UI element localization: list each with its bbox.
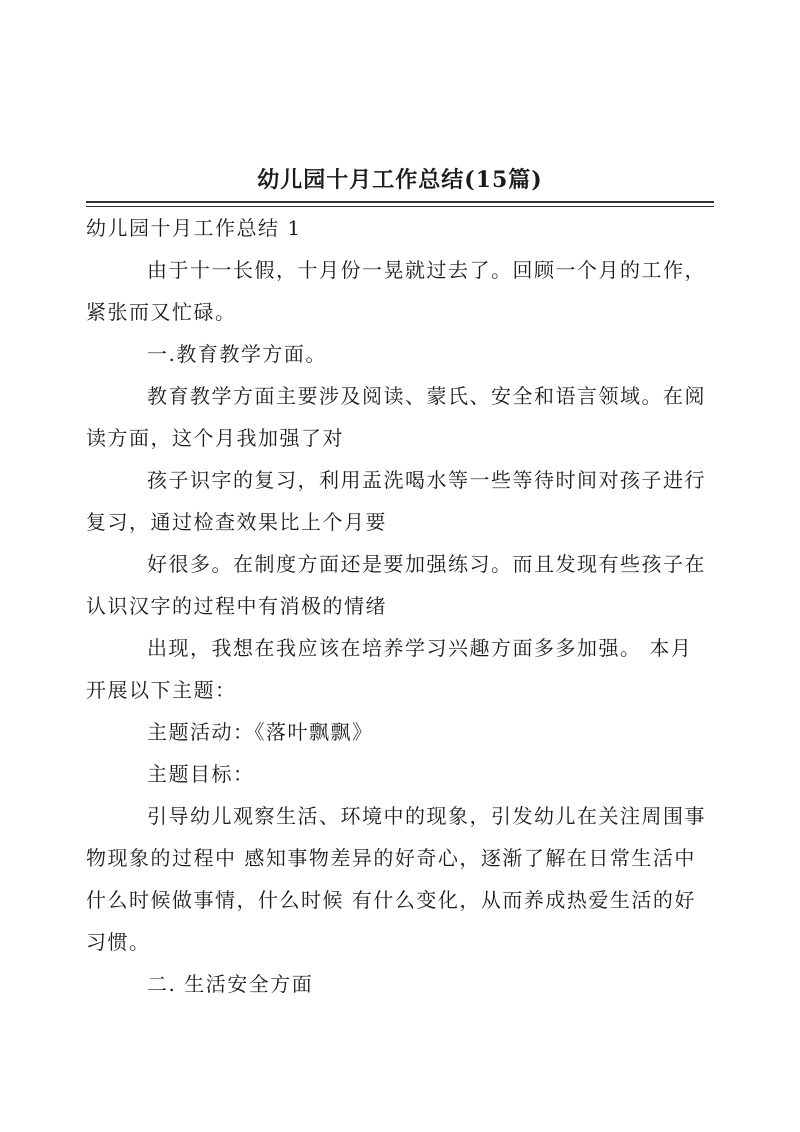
theme-activity-line: 主题活动：《落叶飘飘》 — [147, 720, 374, 744]
paragraph-line: 孩子识字的复习，利用盂洗喝水等一些等待时间对孩子进行 — [147, 468, 706, 492]
subsection-heading: 二. 生活安全方面 — [147, 972, 314, 996]
subsection-heading: 一.教育教学方面。 — [147, 342, 327, 366]
paragraph-line: 出现，我想在我应该在培养学习兴趣方面多多加强。 本月 — [147, 636, 693, 660]
paragraph-line: 什么时候做事情，什么时候 有什么变化，从而养成热爱生活的好 — [86, 888, 696, 912]
paragraph-line: 引导幼儿观察生活、环境中的现象，引发幼儿在关注周围事 — [147, 804, 706, 828]
paragraph-line: 习惯。 — [86, 930, 151, 954]
paragraph-line: 教育教学方面主要涉及阅读、蒙氏、安全和语言领域。在阅 — [147, 384, 706, 408]
paragraph-line: 读方面，这个月我加强了对 — [86, 426, 344, 450]
paragraph-line: 认识汉字的过程中有消极的情绪 — [86, 594, 387, 618]
paragraph-line: 复习，通过检查效果比上个月要 — [86, 510, 387, 534]
paragraph-line: 物现象的过程中 感知事物差异的好奇心，逐渐了解在日常生活中 — [86, 846, 696, 870]
document-title: 幼儿园十月工作总结(15篇) — [257, 167, 543, 193]
paragraph-line: 好很多。在制度方面还是要加强练习。而且发现有些孩子在 — [147, 552, 706, 576]
paragraph-line: 开展以下主题： — [86, 678, 237, 702]
section-heading: 幼儿园十月工作总结 1 — [86, 216, 302, 240]
title-divider-thick — [86, 201, 714, 203]
paragraph-line: 由于十一长假，十月份一晃就过去了。回顾一个月的工作， — [147, 258, 706, 282]
title-divider-thin — [86, 206, 714, 207]
theme-goal-label: 主题目标： — [147, 762, 255, 786]
paragraph-line: 紧张而又忙碌。 — [86, 300, 237, 324]
